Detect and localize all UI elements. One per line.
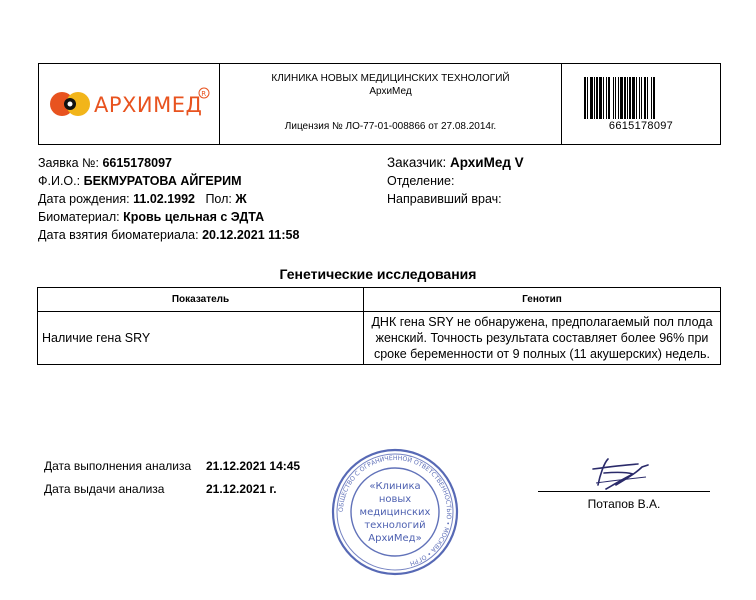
collected-row: Дата взятия биоматериала: 20.12.2021 11:58 (38, 228, 300, 242)
svg-text:АрхиМед»: АрхиМед» (368, 533, 422, 544)
issued-date-row: Дата выдачи анализа 21.12.2021 г. (44, 478, 300, 501)
svg-text:R: R (201, 90, 207, 98)
birth-date: 11.02.1992 (133, 192, 196, 206)
signature-line (538, 491, 710, 492)
customer-name: АрхиМед V (449, 155, 524, 170)
patient-sex: Ж (235, 192, 247, 206)
svg-text:«Клиника: «Клиника (369, 481, 421, 492)
license-text: Лицензия № ЛО-77-01-008866 от 27.08.2014г. (284, 121, 497, 132)
customer-info (387, 154, 524, 208)
department-row: Отделение: (387, 174, 455, 188)
report-header (38, 63, 721, 145)
table-header-row (38, 288, 721, 312)
svg-text:новых: новых (378, 494, 412, 505)
analysis-dates (44, 455, 300, 501)
clinic-info (220, 64, 562, 144)
birth-row: Дата рождения: 11.02.1992 Пол: Ж (38, 192, 247, 206)
header-genotype: Генотип (364, 288, 721, 312)
collected-date: 20.12.2021 11:58 (202, 228, 300, 242)
patient-info (38, 154, 299, 244)
done-date: 21.12.2021 14:45 (206, 459, 301, 473)
done-date-row: Дата выполнения анализа 21.12.2021 14:45 (44, 455, 300, 478)
patient-name: БЕКМУРАТОВА АЙГЕРИМ (83, 174, 242, 188)
barcode-number: 6615178097 (608, 119, 674, 132)
results-table (37, 287, 721, 365)
name-row: Ф.И.О.: БЕКМУРАТОВА АЙГЕРИМ (38, 174, 242, 188)
clinic-stamp-icon (330, 447, 460, 577)
clinic-name: КЛИНИКА НОВЫХ МЕДИЦИНСКИХ ТЕХНОЛОГИЙ (271, 73, 510, 84)
section-title: Генетические исследования (279, 266, 477, 282)
header-indicator: Показатель (38, 288, 364, 312)
archimed-logo-icon (44, 84, 214, 124)
issued-date: 21.12.2021 г. (206, 482, 277, 496)
stamp-ring-text: ОБЩЕСТВО С ОГРАНИЧЕННОЙ ОТВЕТСТВЕННОСТЬЮ • МОСКВА • ОГРН (337, 454, 453, 567)
table-row (38, 312, 721, 365)
clinic-short-name: АрхиМед (369, 86, 412, 97)
genotype-cell: ДНК гена SRY не обнаружена, предполагаемый пол плода женский. Точность результата составляет более 96% при сроке беременности от 9 полных (11 акушерских) недель. (364, 312, 721, 365)
svg-text:медицинских: медицинских (359, 507, 431, 518)
barcode-block (562, 64, 720, 144)
barcode-icon (582, 77, 700, 119)
clinic-logo (39, 64, 220, 144)
biomaterial-row: Биоматериал: Кровь цельная с ЭДТА (38, 210, 265, 224)
customer-row: Заказчик: АрхиМед V (387, 155, 524, 170)
biomaterial: Кровь цельная с ЭДТА (123, 210, 265, 224)
signature-icon (538, 455, 710, 495)
indicator-cell: Наличие гена SRY (38, 312, 364, 365)
doctor-row: Направивший врач: (387, 192, 502, 206)
order-number: 6615178097 (102, 156, 172, 170)
svg-text:АРХИМЕД: АРХИМЕД (94, 93, 203, 117)
signer-name: Потапов В.А. (587, 497, 661, 511)
svg-text:технологий: технологий (364, 520, 426, 531)
order-row: Заявка №: 6615178097 (38, 156, 172, 170)
